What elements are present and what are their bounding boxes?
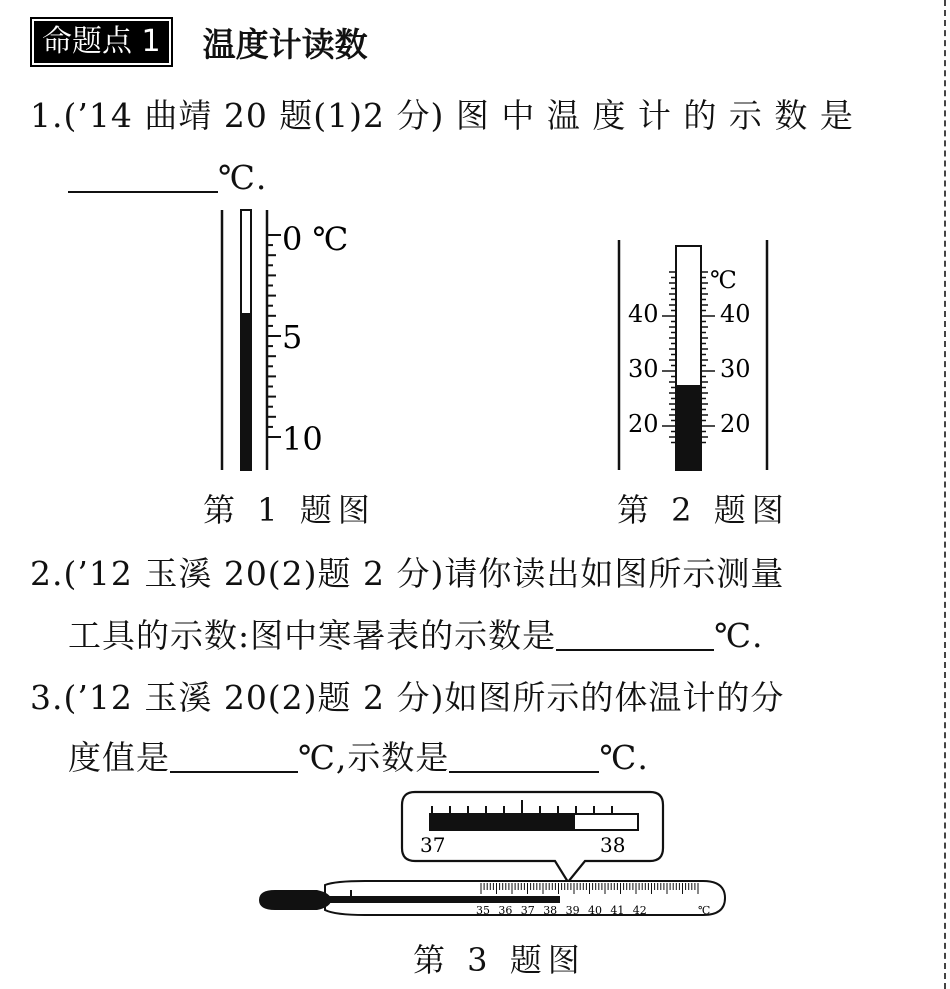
- scale-label-37: 37: [520, 904, 535, 917]
- thermometer-bulb: [259, 890, 331, 910]
- figure-1-thermometer: [210, 205, 370, 475]
- mercury-column: [325, 896, 560, 903]
- question-2-line-1: 2.(’12 玉溪 20(2)题 2 分)请你读出如图所示测量: [30, 554, 785, 593]
- scale-label-41: 41: [610, 904, 625, 917]
- question-3-line-2: [68, 736, 649, 780]
- scale-label-10: 10: [282, 420, 323, 458]
- question-2-prefix: 工具的示数:图中寒暑表的示数是: [68, 616, 557, 655]
- scale-label-42: 42: [632, 904, 647, 917]
- zoom-liquid: [430, 814, 575, 830]
- answer-blank-q1[interactable]: [68, 161, 218, 193]
- right-label-20: 20: [720, 410, 751, 438]
- left-label-30: 30: [628, 355, 659, 383]
- scale-label-38: 38: [543, 904, 558, 917]
- question-1-line-1: 1.(’14 曲靖 20 题(1)2 分) 图 中 温 度 计 的 示 数 是: [30, 96, 854, 135]
- figure-1-caption: 第 1 题图: [203, 491, 376, 529]
- figure-2-caption: 第 2 题图: [617, 491, 790, 529]
- zoom-label-37: 37: [420, 833, 446, 857]
- scale-label-5: 5: [282, 318, 303, 356]
- right-label-30: 30: [720, 355, 751, 383]
- figure-3-clinical-thermometer: [255, 790, 735, 925]
- topic-badge: [30, 17, 173, 67]
- question-1-unit: ℃.: [218, 158, 268, 197]
- question-2-unit: ℃.: [714, 616, 764, 655]
- scale-label-0: 0 ℃: [282, 220, 349, 258]
- topic-header: [30, 16, 368, 68]
- liquid-column: [676, 385, 701, 470]
- answer-blank-q2[interactable]: [556, 619, 714, 651]
- scale-label-40: 40: [588, 904, 602, 917]
- scale-label-35: 35: [476, 904, 490, 917]
- left-label-20: 20: [628, 410, 659, 438]
- answer-blank-q3-division[interactable]: [170, 741, 298, 773]
- figure-2-thermometer: [610, 232, 780, 477]
- left-label-40: 40: [628, 300, 659, 328]
- scale-ticks: [267, 235, 281, 437]
- topic-title: 温度计读数: [202, 24, 368, 64]
- scale-label-36: 36: [498, 904, 513, 917]
- right-label-40: 40: [720, 300, 751, 328]
- scale-label-39: 39: [565, 904, 580, 917]
- question-3-prefix: 度值是: [68, 738, 170, 777]
- question-3-unit: ℃.: [599, 738, 649, 777]
- figure-3-caption: 第 3 题图: [413, 941, 586, 979]
- question-2-line-2: [68, 614, 764, 658]
- page-dashed-border: [944, 0, 946, 989]
- question-3-line-1: 3.(’12 玉溪 20(2)题 2 分)如图所示的体温计的分: [30, 678, 785, 717]
- scale-unit: ℃: [698, 904, 711, 917]
- zoom-label-38: 38: [600, 833, 626, 857]
- liquid-column: [241, 313, 251, 470]
- question-3-mid: ℃,示数是: [298, 738, 450, 777]
- topic-badge-label: 命题点 1: [34, 21, 169, 63]
- answer-blank-q3-reading[interactable]: [449, 741, 599, 773]
- unit-label: ℃: [710, 266, 737, 294]
- question-1-line-2: [68, 156, 267, 200]
